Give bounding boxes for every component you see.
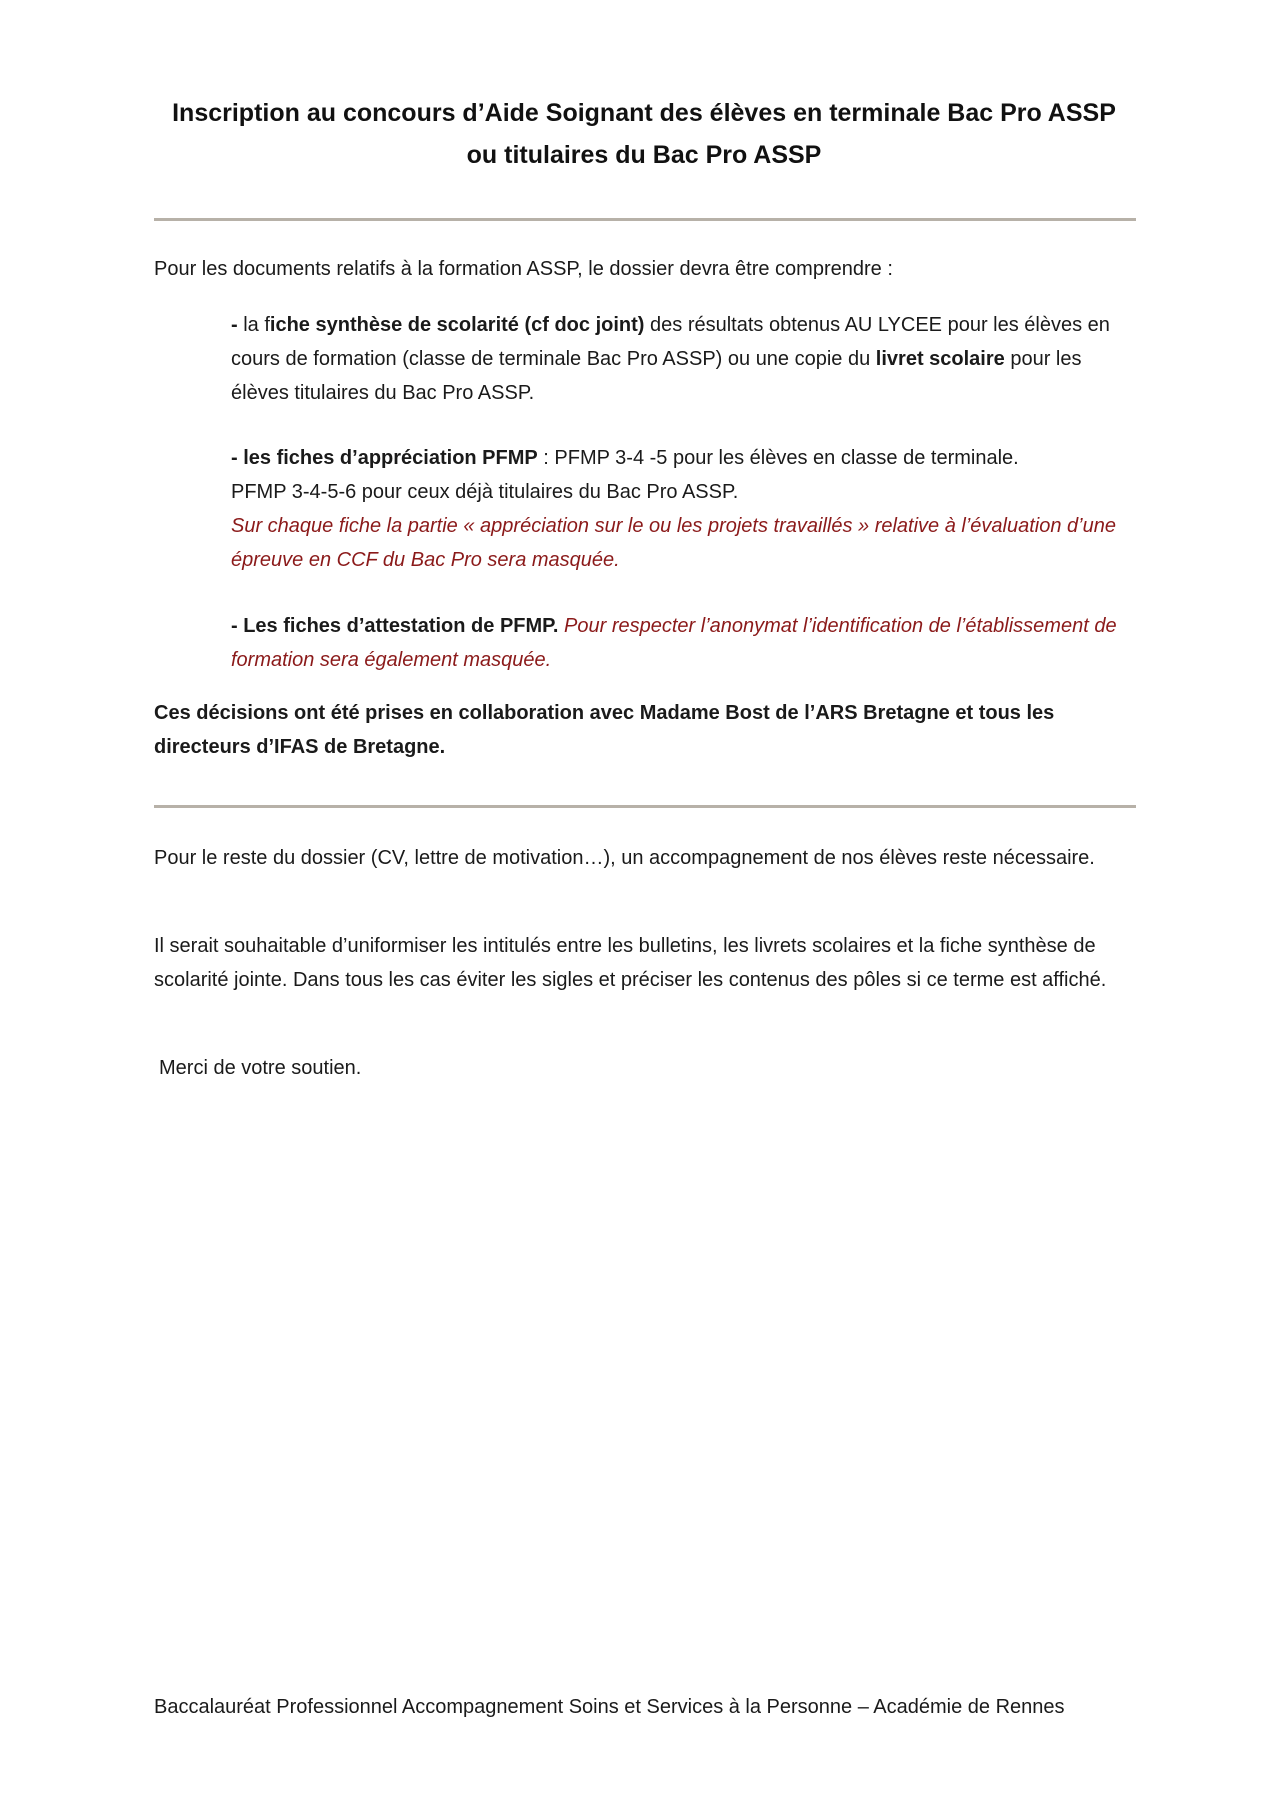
fiche-bold-title: iche synthèse de scolarité (cf doc joint) (269, 314, 645, 336)
list-item-appreciation (231, 441, 1121, 577)
page-title (154, 92, 1134, 176)
reste-paragraph: Pour le reste du dossier (CV, lettre de motivation…), un accompagnement de nos élèves reste nécessaire. (154, 847, 1095, 869)
appreciation-bold: - les fiches d’appréciation PFMP (231, 447, 538, 469)
fiche-text-2: pour les élèves titulaires du Bac Pro ASSP. (231, 348, 1082, 404)
appreciation-text-2: PFMP 3-4-5-6 pour ceux déjà titulaires du Bac Pro ASSP. (231, 481, 739, 503)
attestation-bold: - Les fiches d’attestation de PFMP. (231, 615, 559, 637)
decisions-paragraph: Ces décisions ont été prises en collaboration avec Madame Bost de l’ARS Bretagne et tous les directeurs d’IFAS de Bretagne. (154, 702, 1055, 758)
divider-top (154, 218, 1136, 221)
fiche-bold-livret: livret scolaire (875, 348, 1005, 370)
uniformiser-paragraph: Il serait souhaitable d’uniformiser les intitulés entre les bulletins, les livrets scolaires et la fiche synthèse de scolarité jointe. Dans tous les cas éviter les sigles et préciser les contenus des pôles si ce terme est affiché. (154, 935, 1107, 991)
appreciation-line-1 (231, 441, 1121, 475)
attestation-note: Pour respecter l’anonymat l’identification de l’établissement de formation sera également masquée. (231, 615, 1117, 671)
list-item-fiche-synthese (231, 308, 1121, 410)
appreciation-text-1: : PFMP 3-4 -5 pour les élèves en classe de terminale. (537, 447, 1019, 469)
merci-paragraph: Merci de votre soutien. (159, 1057, 362, 1079)
title-line-1: Inscription au concours d’Aide Soignant des élèves en terminale Bac Pro ASSP (172, 99, 1116, 127)
page-footer: Baccalauréat Professionnel Accompagnement Soins et Services à la Personne – Académie de Rennes (154, 1696, 1065, 1718)
fiche-lead: - (231, 314, 244, 336)
divider-middle (154, 805, 1136, 808)
fiche-pre: la f (243, 314, 270, 336)
list-item-attestation (231, 609, 1121, 677)
appreciation-note: Sur chaque fiche la partie « appréciation sur le ou les projets travaillés » relative à l’évaluation d’une épreuve en CCF du Bac Pro sera masquée. (231, 515, 1116, 571)
fiche-text-1: des résultats obtenus AU LYCEE pour les élèves en cours de formation (classe de terminale Bac Pro ASSP) ou une copie du (231, 314, 1110, 370)
intro-paragraph: Pour les documents relatifs à la formation ASSP, le dossier devra être comprendre : (154, 258, 893, 280)
title-line-2: ou titulaires du Bac Pro ASSP (466, 141, 822, 169)
